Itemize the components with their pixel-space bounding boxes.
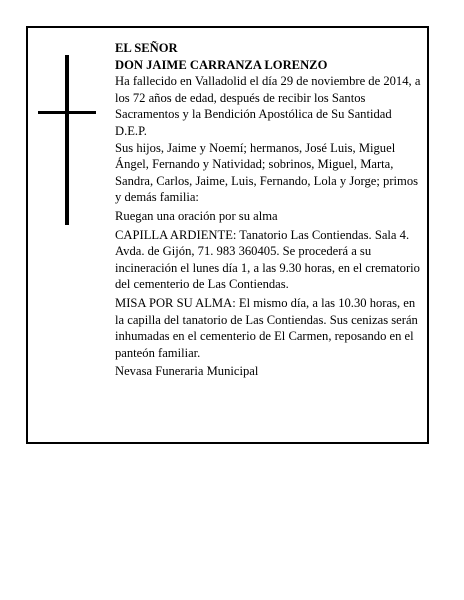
death-notice: Ha fallecido en Valladolid el día 29 de noviembre de 2014, a los 72 años de edad, después de recibir los Santos Sacramentos y la Bendición Apostólica de Su Santidad (115, 74, 421, 122)
mass-info: MISA POR SU ALMA: El mismo día, a las 10.30 horas, en la capilla del tanatorio de Las Contiendas. Sus cenizas serán inhumadas en el cementerio de El Carmen, reposando en el panteón familiar. (115, 295, 418, 360)
deceased-name: DON JAIME CARRANZA LORENZO (115, 57, 328, 72)
cross-vertical-bar (65, 55, 69, 225)
family-list: Sus hijos, Jaime y Noemí; hermanos, José Luis, Miguel Ángel, Fernando y Natividad; sobrinos, Miguel, Marta, Sandra, Carlos, Jaime, Luis, Fernando, Lola y Jorge; primos y demás familia: (115, 140, 419, 205)
rip: D.E.P. (115, 123, 147, 138)
obituary-notice (26, 26, 429, 444)
obituary-text (115, 40, 421, 380)
latin-cross-icon (38, 55, 96, 225)
heading: EL SEÑOR (115, 41, 178, 55)
funeral-home: Nevasa Funeraria Municipal (115, 364, 259, 379)
prayer-request: Ruegan una oración por su alma (115, 208, 278, 223)
cross-horizontal-bar (38, 111, 96, 114)
chapel-info: CAPILLA ARDIENTE: Tanatorio Las Contiendas. Sala 4. Avda. de Gijón, 71. 983 360405. Se procederá a su incineración el lunes día 1, a las 9.30 horas, en el crematorio del cementerio de Las Contiendas. (115, 227, 420, 292)
